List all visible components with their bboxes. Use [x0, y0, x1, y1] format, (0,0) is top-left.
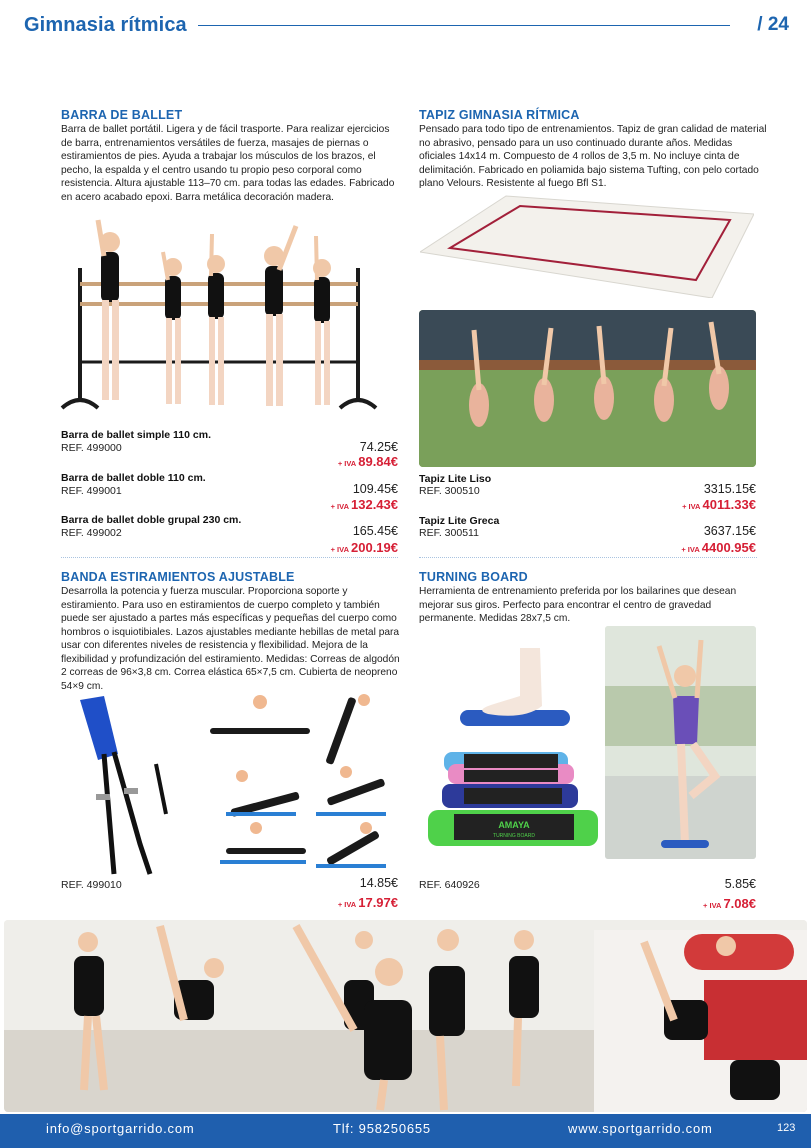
divider [61, 557, 398, 558]
iva-label: + IVA [682, 502, 701, 511]
product-price: 109.45€ [352, 482, 398, 496]
product-name: Tapiz Lite Greca [419, 515, 500, 527]
banda-ref: REF. 499010 [61, 879, 122, 891]
iva-label: + IVA [703, 901, 722, 910]
product-ref: REF. 300510 [419, 485, 480, 497]
banda-title: BANDA ESTIRAMIENTOS AJUSTABLE [61, 570, 295, 584]
product-name: Tapiz Lite Liso [419, 473, 492, 485]
turning-description: Herramienta de entrenamiento preferida por los bailarines que desean mejorar sus giros. Perfecto para encontrar el centro de gravedad permanente. Medidas 28x7,5 cm. [419, 586, 737, 624]
tapiz-description: Pensado para todo tipo de entrenamientos. Tapiz de gran calidad de material no abrasivo, pensado para un uso continuado durante años. Medidas oficiales 14x14 m. Compuesto de 4 rollos de 3,5 m. No incluye cinta de delimitación. Fabricado en poliamida bajo sistema Tufting, con pelo cortado plano Velours. Resistente al fuego Bfl S1. [419, 124, 767, 189]
price-iva-value: 17.97€ [358, 895, 398, 910]
stretch-band-image [70, 694, 170, 880]
board-brand: AMAYA [498, 820, 530, 830]
product-name: Barra de ballet doble grupal 230 cm. [61, 514, 242, 526]
header-divider [198, 25, 730, 26]
product-ref: REF. 499000 [61, 442, 122, 454]
mat-image [420, 192, 754, 298]
product-name: Barra de ballet doble 110 cm. [61, 472, 206, 484]
footer-phone: Tlf: 958250655 [333, 1121, 431, 1136]
iva-label: + IVA [337, 900, 357, 909]
turning-title: TURNING BOARD [419, 570, 528, 584]
product-name: Barra de ballet simple 110 cm. [61, 429, 211, 441]
page-title: Gimnasia rítmica [24, 14, 187, 36]
footer-website[interactable]: www.sportgarrido.com [568, 1121, 713, 1136]
banda-description: Desarrolla la potencia y fuerza muscular. Proporciona soporte y estiramiento. Para uso en estiramientos de cuerpo completo y también puede ser ajustado a partes más específicas y pequeñas del cuerpo como hombros o isquiotibiales. Lazos ajustables mediante hebillas de metal para usar con diferentes niveles de resistencia y flexibilidad. Mejora de la flexibilidad y profundización del estiramiento. Medidas: Correas de algodón 2 correas de 96×3,8 cm. Correa elástica 65×7,5 cm. Cubierta de neopreno 54×9 cm. [61, 586, 400, 692]
gymnasts-training-photo [4, 920, 807, 1112]
price-iva-value: 4011.33€ [702, 497, 756, 512]
product-ref: REF. 300511 [419, 527, 479, 539]
product-price: 74.25€ [359, 440, 398, 454]
product-price-iva [338, 454, 398, 469]
product-price: 165.45€ [352, 524, 398, 538]
ballet-barre-image [58, 212, 394, 418]
stretch-exercise-illustrations [206, 688, 406, 876]
divider [419, 557, 757, 558]
iva-label: + IVA [330, 502, 349, 511]
footer-email[interactable]: info@sportgarrido.com [46, 1121, 195, 1136]
banda-price-iva [338, 895, 398, 910]
dancer-turning-image [605, 626, 756, 859]
turning-ref: REF. 640926 [419, 879, 480, 891]
banda-price: 14.85€ [359, 876, 398, 890]
product-price-iva [331, 497, 398, 512]
turning-price: 5.85€ [724, 877, 756, 891]
iva-label: + IVA [337, 459, 357, 468]
price-iva-value: 7.08€ [723, 896, 756, 911]
footer-page-number: 123 [777, 1122, 796, 1134]
rhythmic-gymnasts-image [419, 310, 756, 467]
product-ref: REF. 499001 [61, 485, 122, 497]
product-price: 3315.15€ [703, 482, 756, 496]
tapiz-title: TAPIZ GIMNASIA RÍTMICA [419, 108, 580, 122]
product-price: 3637.15€ [703, 524, 756, 538]
product-price-iva [331, 540, 398, 555]
price-iva-value: 4400.95€ [701, 540, 756, 555]
barra-description: Barra de ballet portátil. Ligera y de fácil trasporte. Para realizar ejercicios de barra, entrenamientos versátiles de fuerza, masajes de piernas o estiramientos de pies. Ayuda a trabajar los músculos de los brazos, el pecho, la espalda y el centro usando tu propio peso corporal como resistencia. Altura ajustable 113–70 cm. para todas las edades. Fabricado en acero acabado epoxi. Barra metálica decoración madera. [61, 124, 395, 203]
iva-label: + IVA [681, 545, 700, 554]
price-iva-value: 89.84€ [358, 454, 398, 469]
board-subtitle: TURNING BOARD [493, 833, 535, 839]
turning-price-iva [703, 896, 756, 911]
page-header [0, 0, 811, 52]
iva-label: + IVA [330, 545, 349, 554]
page-footer [0, 1114, 811, 1148]
price-iva-value: 200.19€ [351, 540, 398, 555]
product-ref: REF. 499002 [61, 527, 122, 539]
turning-boards-image [424, 640, 602, 850]
product-price-iva [682, 497, 756, 512]
chapter-number: / 24 [757, 14, 789, 35]
product-price-iva [681, 540, 756, 555]
barra-title: BARRA DE BALLET [61, 108, 183, 122]
price-iva-value: 132.43€ [351, 497, 398, 512]
